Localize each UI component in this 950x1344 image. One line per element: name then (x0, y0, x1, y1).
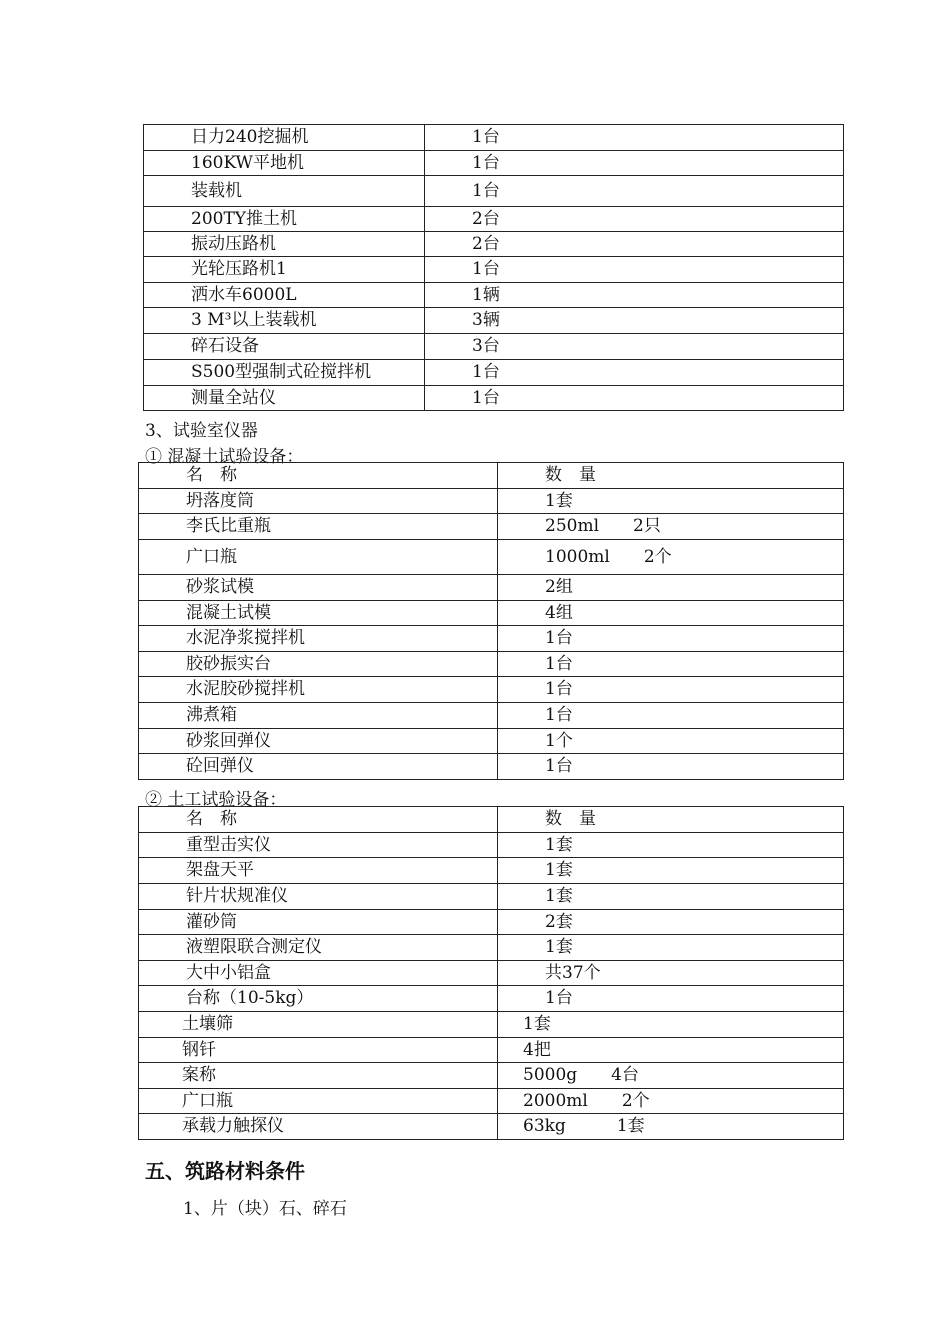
table-row (139, 910, 844, 935)
table-row (139, 1063, 844, 1089)
soil-equipment-table (138, 806, 844, 1140)
quantity-cell: 1套 (498, 833, 844, 858)
quantity-cell: 2套 (498, 910, 844, 935)
equipment-name-cell: 架盘天平 (139, 858, 498, 884)
equipment-name-cell: 针片状规准仪 (139, 884, 498, 910)
table-row (139, 601, 844, 626)
quantity-cell: 1台 (425, 360, 844, 386)
quantity-cell: 2台 (425, 207, 844, 232)
quantity-cell: 2000ml 2个 (498, 1089, 844, 1114)
equipment-name-cell: 广口瓶 (139, 540, 498, 575)
quantity-cell: 3台 (425, 334, 844, 360)
quantity-cell: 1台 (498, 652, 844, 677)
table-row (139, 986, 844, 1012)
quantity-cell: 250ml 2只 (498, 514, 844, 540)
section-5-item-1: 1、片（块）石、碎石 (183, 1199, 347, 1219)
quantity-cell: 1台 (498, 754, 844, 780)
equipment-name-cell: 测量全站仪 (144, 386, 425, 411)
table-row (139, 626, 844, 652)
machinery-table (143, 124, 844, 411)
table-row (144, 151, 844, 176)
equipment-name-cell: 案称 (139, 1063, 498, 1089)
equipment-name-cell: 振动压路机 (144, 232, 425, 257)
equipment-name-cell: S500型强制式砼搅拌机 (144, 360, 425, 386)
equipment-name-cell: 洒水车6000L (144, 283, 425, 308)
column-header-name: 名 称 (139, 463, 498, 489)
table-row (144, 308, 844, 334)
table-row (144, 176, 844, 207)
table-row (144, 334, 844, 360)
table-row (139, 961, 844, 986)
quantity-cell: 1台 (498, 703, 844, 729)
quantity-cell: 1000ml 2个 (498, 540, 844, 575)
quantity-cell: 4组 (498, 601, 844, 626)
section-5-heading: 五、筑路材料条件 (145, 1159, 305, 1183)
quantity-cell: 63kg 1套 (498, 1114, 844, 1140)
table-row (139, 833, 844, 858)
equipment-name-cell: 装载机 (144, 176, 425, 207)
equipment-name-cell: 液塑限联合测定仪 (139, 935, 498, 961)
quantity-cell: 2台 (425, 232, 844, 257)
table-row (139, 1089, 844, 1114)
quantity-cell: 1台 (498, 986, 844, 1012)
equipment-name-cell: 沸煮箱 (139, 703, 498, 729)
table-row (139, 1114, 844, 1140)
equipment-name-cell: 砂浆试模 (139, 575, 498, 601)
quantity-cell: 共37个 (498, 961, 844, 986)
quantity-cell: 1套 (498, 489, 844, 514)
equipment-name-cell: 土壤筛 (139, 1012, 498, 1038)
table-row (144, 386, 844, 411)
quantity-cell: 1台 (425, 151, 844, 176)
column-header-name: 名 称 (139, 807, 498, 833)
quantity-cell: 1台 (498, 677, 844, 703)
equipment-name-cell: 坍落度筒 (139, 489, 498, 514)
quantity-cell: 1套 (498, 858, 844, 884)
quantity-cell: 1台 (425, 176, 844, 207)
equipment-name-cell: 水泥胶砂搅拌机 (139, 677, 498, 703)
equipment-name-cell: 大中小铝盒 (139, 961, 498, 986)
equipment-name-cell: 重型击实仪 (139, 833, 498, 858)
table-row (144, 360, 844, 386)
quantity-cell: 4把 (498, 1038, 844, 1063)
equipment-name-cell: 3 M³以上装载机 (144, 308, 425, 334)
table-row (139, 703, 844, 729)
lab-instruments-heading: 3、试验室仪器 (145, 421, 258, 441)
table-row (139, 729, 844, 754)
equipment-name-cell: 台称（10-5kg） (139, 986, 498, 1012)
equipment-name-cell: 混凝土试模 (139, 601, 498, 626)
column-header-quantity: 数 量 (498, 463, 844, 489)
quantity-cell: 1辆 (425, 283, 844, 308)
equipment-name-cell: 钢钎 (139, 1038, 498, 1063)
quantity-cell: 1台 (425, 125, 844, 151)
quantity-cell: 1台 (425, 386, 844, 411)
concrete-equipment-table (138, 462, 844, 780)
equipment-name-cell: 160KW平地机 (144, 151, 425, 176)
table-row (139, 677, 844, 703)
table-header-row (139, 463, 844, 489)
table-row (144, 283, 844, 308)
table-row (139, 540, 844, 575)
equipment-name-cell: 李氏比重瓶 (139, 514, 498, 540)
equipment-name-cell: 砼回弹仪 (139, 754, 498, 780)
table-row (144, 257, 844, 283)
concrete-equipment-heading: ① 混凝土试验设备： (145, 447, 304, 467)
equipment-name-cell: 碎石设备 (144, 334, 425, 360)
table-row (139, 514, 844, 540)
quantity-cell: 1套 (498, 935, 844, 961)
quantity-cell: 3辆 (425, 308, 844, 334)
equipment-name-cell: 光轮压路机1 (144, 257, 425, 283)
quantity-cell: 2组 (498, 575, 844, 601)
table-row (144, 232, 844, 257)
table-row (144, 125, 844, 151)
table-row (139, 884, 844, 910)
table-row (139, 1012, 844, 1038)
equipment-name-cell: 胶砂振实台 (139, 652, 498, 677)
table-row (144, 207, 844, 232)
table-row (139, 575, 844, 601)
quantity-cell: 1套 (498, 1012, 844, 1038)
table-row (139, 489, 844, 514)
quantity-cell: 1台 (498, 626, 844, 652)
soil-equipment-heading: ② 土工试验设备： (145, 790, 287, 810)
equipment-name-cell: 砂浆回弹仪 (139, 729, 498, 754)
equipment-name-cell: 灌砂筒 (139, 910, 498, 935)
equipment-name-cell: 200TY推土机 (144, 207, 425, 232)
equipment-name-cell: 广口瓶 (139, 1089, 498, 1114)
equipment-name-cell: 承载力触探仪 (139, 1114, 498, 1140)
table-row (139, 754, 844, 780)
table-row (139, 858, 844, 884)
table-row (139, 1038, 844, 1063)
quantity-cell: 1个 (498, 729, 844, 754)
equipment-name-cell: 日力240挖掘机 (144, 125, 425, 151)
quantity-cell: 1台 (425, 257, 844, 283)
column-header-quantity: 数 量 (498, 807, 844, 833)
quantity-cell: 5000g 4台 (498, 1063, 844, 1089)
table-header-row (139, 807, 844, 833)
equipment-name-cell: 水泥净浆搅拌机 (139, 626, 498, 652)
table-row (139, 935, 844, 961)
quantity-cell: 1套 (498, 884, 844, 910)
table-row (139, 652, 844, 677)
